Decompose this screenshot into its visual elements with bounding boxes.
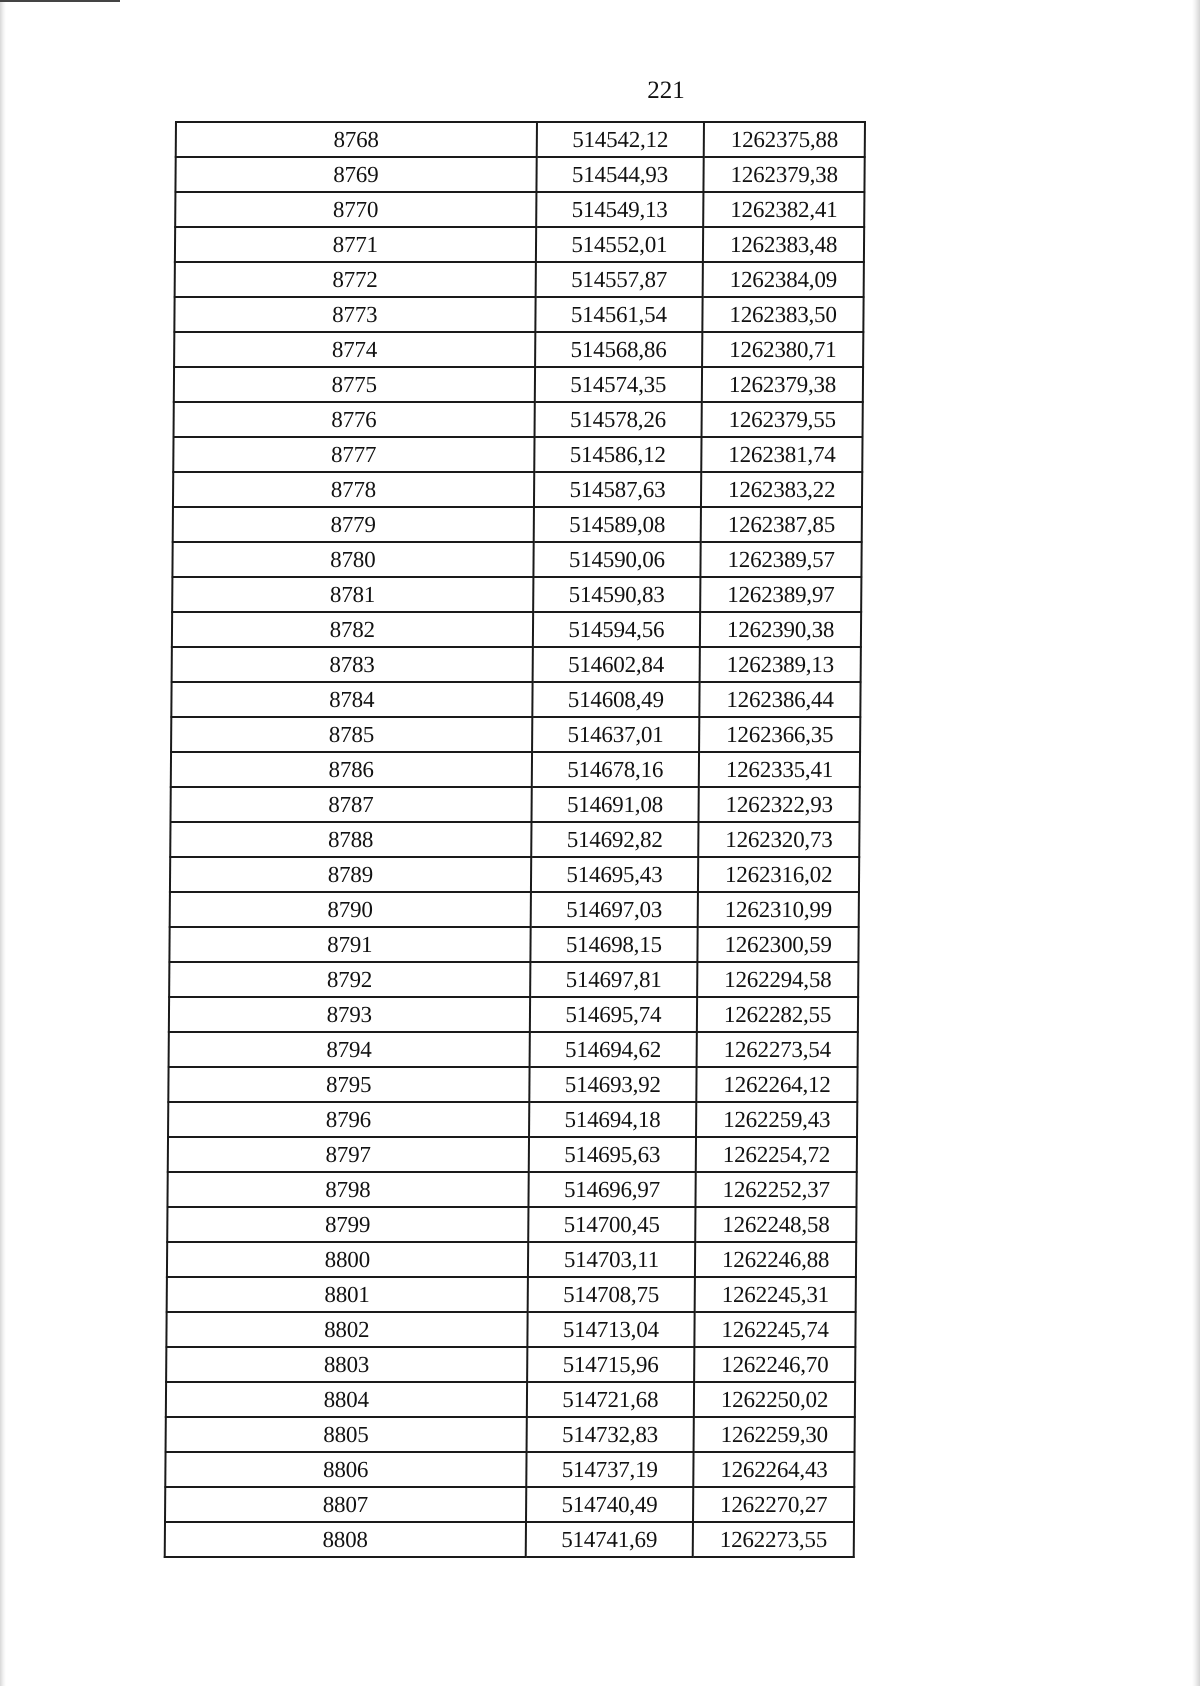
x-coordinate-cell: 514732,83 (526, 1417, 694, 1452)
point-number-cell: 8781 (172, 577, 533, 612)
x-coordinate-cell: 514721,68 (526, 1382, 694, 1417)
table-row (168, 1067, 857, 1102)
x-coordinate-cell: 514602,84 (532, 647, 700, 682)
point-number-cell: 8794 (169, 1032, 530, 1067)
point-number-cell: 8780 (172, 542, 533, 577)
x-coordinate-cell: 514608,49 (532, 682, 700, 717)
table-row (170, 892, 859, 927)
point-number-cell: 8770 (175, 192, 536, 227)
table-row (175, 157, 864, 192)
y-coordinate-cell: 1262322,93 (699, 787, 860, 822)
table-row (165, 1522, 854, 1557)
y-coordinate-cell: 1262390,38 (700, 612, 861, 647)
x-coordinate-cell: 514594,56 (532, 612, 700, 647)
y-coordinate-cell: 1262320,73 (698, 822, 859, 857)
point-number-cell: 8800 (167, 1242, 528, 1277)
y-coordinate-cell: 1262246,88 (695, 1242, 856, 1277)
x-coordinate-cell: 514589,08 (533, 507, 701, 542)
table-row (172, 612, 861, 647)
y-coordinate-cell: 1262264,12 (697, 1067, 858, 1102)
y-coordinate-cell: 1262335,41 (699, 752, 860, 787)
table-row (167, 1242, 856, 1277)
point-number-cell: 8796 (168, 1102, 529, 1137)
x-coordinate-cell: 514544,93 (536, 157, 704, 192)
x-coordinate-cell: 514549,13 (536, 192, 704, 227)
coordinates-table (164, 121, 866, 1558)
table-row (167, 1277, 856, 1312)
point-number-cell: 8803 (166, 1347, 527, 1382)
point-number-cell: 8801 (167, 1277, 528, 1312)
x-coordinate-cell: 514574,35 (534, 367, 702, 402)
x-coordinate-cell: 514697,81 (530, 962, 698, 997)
table-row (176, 122, 865, 157)
point-number-cell: 8778 (173, 472, 534, 507)
y-coordinate-cell: 1262389,13 (700, 647, 861, 682)
scan-edge-left (0, 0, 6, 1686)
y-coordinate-cell: 1262380,71 (702, 332, 863, 367)
y-coordinate-cell: 1262384,09 (703, 262, 864, 297)
point-number-cell: 8785 (171, 717, 532, 752)
y-coordinate-cell: 1262300,59 (698, 927, 859, 962)
table-row (172, 647, 861, 682)
scan-mark-top (0, 0, 120, 2)
point-number-cell: 8790 (170, 892, 531, 927)
y-coordinate-cell: 1262250,02 (694, 1382, 855, 1417)
point-number-cell: 8773 (174, 297, 535, 332)
table-row (175, 227, 864, 262)
y-coordinate-cell: 1262310,99 (698, 892, 859, 927)
point-number-cell: 8774 (174, 332, 535, 367)
point-number-cell: 8777 (173, 437, 534, 472)
point-number-cell: 8784 (171, 682, 532, 717)
y-coordinate-cell: 1262273,54 (697, 1032, 858, 1067)
point-number-cell: 8792 (169, 962, 530, 997)
table-row (166, 1417, 855, 1452)
y-coordinate-cell: 1262248,58 (695, 1207, 856, 1242)
table-row (167, 1207, 856, 1242)
y-coordinate-cell: 1262270,27 (693, 1487, 854, 1522)
table-row (174, 297, 863, 332)
point-number-cell: 8791 (169, 927, 530, 962)
point-number-cell: 8772 (175, 262, 536, 297)
table-row (173, 437, 862, 472)
y-coordinate-cell: 1262254,72 (696, 1137, 857, 1172)
point-number-cell: 8802 (166, 1312, 527, 1347)
point-number-cell: 8807 (165, 1487, 526, 1522)
y-coordinate-cell: 1262252,37 (696, 1172, 857, 1207)
point-number-cell: 8798 (167, 1172, 528, 1207)
table-row (170, 787, 859, 822)
x-coordinate-cell: 514568,86 (535, 332, 703, 367)
point-number-cell: 8769 (175, 157, 536, 192)
table-row (166, 1382, 855, 1417)
x-coordinate-cell: 514697,03 (530, 892, 698, 927)
table-row (168, 1137, 857, 1172)
y-coordinate-cell: 1262387,85 (701, 507, 862, 542)
table-row (174, 402, 863, 437)
x-coordinate-cell: 514587,63 (534, 472, 702, 507)
y-coordinate-cell: 1262379,38 (704, 157, 865, 192)
table-row (170, 822, 859, 857)
y-coordinate-cell: 1262264,43 (693, 1452, 854, 1487)
y-coordinate-cell: 1262246,70 (694, 1347, 855, 1382)
x-coordinate-cell: 514740,49 (526, 1487, 694, 1522)
table-row (168, 1102, 857, 1137)
y-coordinate-cell: 1262245,74 (695, 1312, 856, 1347)
x-coordinate-cell: 514590,83 (533, 577, 701, 612)
x-coordinate-cell: 514692,82 (531, 822, 699, 857)
point-number-cell: 8782 (172, 612, 533, 647)
point-number-cell: 8793 (169, 997, 530, 1032)
y-coordinate-cell: 1262245,31 (695, 1277, 856, 1312)
x-coordinate-cell: 514678,16 (531, 752, 699, 787)
x-coordinate-cell: 514698,15 (530, 927, 698, 962)
point-number-cell: 8797 (168, 1137, 529, 1172)
x-coordinate-cell: 514590,06 (533, 542, 701, 577)
point-number-cell: 8795 (168, 1067, 529, 1102)
y-coordinate-cell: 1262379,38 (702, 367, 863, 402)
y-coordinate-cell: 1262259,43 (696, 1102, 857, 1137)
table-row (172, 577, 861, 612)
table-row (171, 682, 860, 717)
x-coordinate-cell: 514542,12 (536, 122, 704, 157)
table-row (175, 192, 864, 227)
y-coordinate-cell: 1262389,97 (700, 577, 861, 612)
table-row (170, 857, 859, 892)
y-coordinate-cell: 1262294,58 (697, 962, 858, 997)
y-coordinate-cell: 1262366,35 (699, 717, 860, 752)
point-number-cell: 8808 (165, 1522, 526, 1557)
y-coordinate-cell: 1262381,74 (701, 437, 862, 472)
point-number-cell: 8771 (175, 227, 536, 262)
point-number-cell: 8783 (172, 647, 533, 682)
x-coordinate-cell: 514737,19 (526, 1452, 694, 1487)
y-coordinate-cell: 1262383,22 (701, 472, 862, 507)
point-number-cell: 8804 (166, 1382, 527, 1417)
x-coordinate-cell: 514693,92 (529, 1067, 697, 1102)
x-coordinate-cell: 514741,69 (525, 1522, 693, 1557)
point-number-cell: 8775 (174, 367, 535, 402)
coordinates-table-body (165, 122, 865, 1557)
point-number-cell: 8779 (173, 507, 534, 542)
x-coordinate-cell: 514713,04 (527, 1312, 695, 1347)
x-coordinate-cell: 514695,63 (528, 1137, 696, 1172)
x-coordinate-cell: 514708,75 (527, 1277, 695, 1312)
x-coordinate-cell: 514637,01 (532, 717, 700, 752)
table-row (174, 367, 863, 402)
table-row (166, 1312, 855, 1347)
table-row (166, 1347, 855, 1382)
table-row (169, 1032, 858, 1067)
y-coordinate-cell: 1262382,41 (703, 192, 864, 227)
table-row (173, 507, 862, 542)
y-coordinate-cell: 1262389,57 (701, 542, 862, 577)
table-row (172, 542, 861, 577)
y-coordinate-cell: 1262379,55 (702, 402, 863, 437)
x-coordinate-cell: 514557,87 (535, 262, 703, 297)
y-coordinate-cell: 1262383,48 (703, 227, 864, 262)
table-row (167, 1172, 856, 1207)
x-coordinate-cell: 514578,26 (534, 402, 702, 437)
x-coordinate-cell: 514561,54 (535, 297, 703, 332)
x-coordinate-cell: 514703,11 (527, 1242, 695, 1277)
x-coordinate-cell: 514695,74 (529, 997, 697, 1032)
table-row (171, 717, 860, 752)
point-number-cell: 8786 (171, 752, 532, 787)
y-coordinate-cell: 1262259,30 (694, 1417, 855, 1452)
point-number-cell: 8806 (165, 1452, 526, 1487)
y-coordinate-cell: 1262273,55 (693, 1522, 854, 1557)
point-number-cell: 8799 (167, 1207, 528, 1242)
y-coordinate-cell: 1262375,88 (704, 122, 865, 157)
table-row (171, 752, 860, 787)
x-coordinate-cell: 514715,96 (527, 1347, 695, 1382)
point-number-cell: 8805 (166, 1417, 527, 1452)
x-coordinate-cell: 514586,12 (534, 437, 702, 472)
table-row (169, 997, 858, 1032)
table-row (165, 1452, 854, 1487)
y-coordinate-cell: 1262316,02 (698, 857, 859, 892)
page-number: 221 (647, 77, 685, 104)
table-row (169, 927, 858, 962)
y-coordinate-cell: 1262386,44 (700, 682, 861, 717)
point-number-cell: 8776 (174, 402, 535, 437)
x-coordinate-cell: 514691,08 (531, 787, 699, 822)
y-coordinate-cell: 1262383,50 (703, 297, 864, 332)
table-row (173, 472, 862, 507)
table-row (174, 332, 863, 367)
x-coordinate-cell: 514700,45 (528, 1207, 696, 1242)
x-coordinate-cell: 514696,97 (528, 1172, 696, 1207)
table-row (169, 962, 858, 997)
point-number-cell: 8768 (176, 122, 537, 157)
x-coordinate-cell: 514694,62 (529, 1032, 697, 1067)
point-number-cell: 8787 (170, 787, 531, 822)
y-coordinate-cell: 1262282,55 (697, 997, 858, 1032)
point-number-cell: 8788 (170, 822, 531, 857)
x-coordinate-cell: 514552,01 (535, 227, 703, 262)
table-row (165, 1487, 854, 1522)
x-coordinate-cell: 514694,18 (529, 1102, 697, 1137)
scan-edge-right (1192, 0, 1200, 1686)
x-coordinate-cell: 514695,43 (530, 857, 698, 892)
table-row (175, 262, 864, 297)
point-number-cell: 8789 (170, 857, 531, 892)
